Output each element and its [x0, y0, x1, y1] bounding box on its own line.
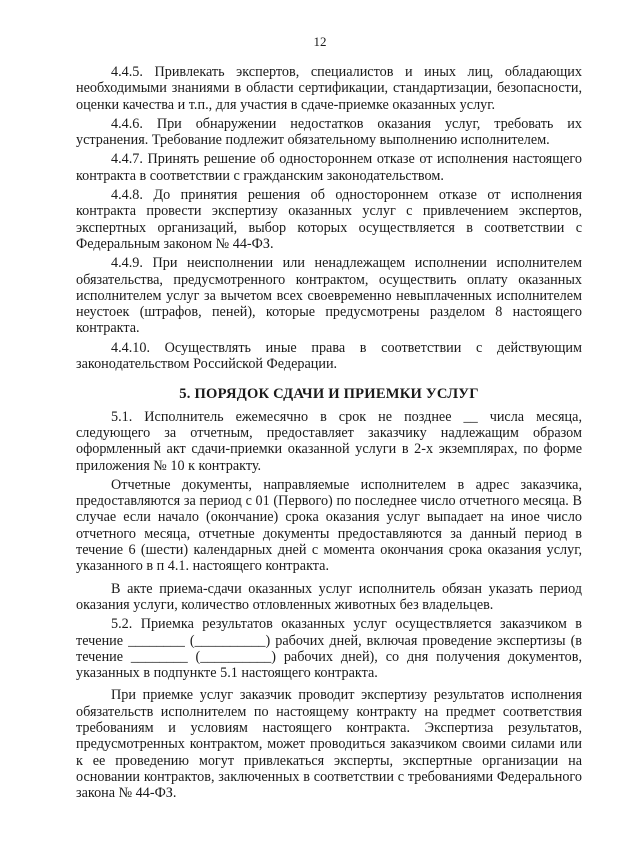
- clause-4-4-9: 4.4.9. При неисполнении или ненадлежащем исполнении исполнителем обязательства, предусмотренного контрактом, осуществить оплату оказанных исполнителем услуг за вычетом всех своевременно невыплаченных исполнителем неустоек (штрафов, пеней), которые предусмотрены разделом 8 настоящего контракта.: [76, 255, 582, 337]
- clause-4-4-5: 4.4.5. Привлекать экспертов, специалистов и иных лиц, обладающих необходимыми знаниями в области сертификации, стандартизации, безопасности, оценки качества и т.п., для участия в сдаче-приемке оказанных услуг.: [76, 64, 582, 113]
- clause-4-4-10: 4.4.10. Осуществлять иные права в соответствии с действующим законодательством Российской Федерации.: [76, 339, 582, 373]
- page-number: 12: [313, 34, 327, 49]
- acceptance-act-paragraph: В акте приема-сдачи оказанных услуг исполнитель обязан указать период оказания услуги, количество отловленных животных без владельцев.: [76, 580, 582, 613]
- clause-4-4-6: 4.4.6. При обнаружении недостатков оказания услуг, требовать их устранения. Требование подлежит обязательному выполнению исполнителем.: [76, 115, 582, 149]
- clause-4-4-8: 4.4.8. До принятия решения об одностороннем отказе от исполнения контракта провести экспертизу оказанных услуг с привлечением экспертов, экспертных организаций, выбор которых осуществляется в соответствии с Федеральным законом № 44-ФЗ.: [76, 187, 582, 252]
- section-5-heading: 5. ПОРЯДОК СДАЧИ И ПРИЕМКИ УСЛУГ: [179, 386, 479, 403]
- expertise-paragraph: При приемке услуг заказчик проводит экспертизу результатов исполнения обязательств исполнителем по настоящему контракту на предмет соответствия требованиям и условиям настоящего контракта. Экспертиза результатов, предусмотренных контрактом, может проводиться заказчиком своими силами или к ее проведению могут привлекаться эксперты, экспертные организации на основании контрактов, заключенных в соответствии с требованиями Федерального закона № 44-ФЗ.: [76, 687, 582, 802]
- clause-4-4-7: 4.4.7. Принять решение об одностороннем отказе от исполнения настоящего контракта в соответствии с гражданским законодательством.: [76, 151, 582, 184]
- clause-5-2: 5.2. Приемка результатов оказанных услуг осуществляется заказчиком в течение ________ (__________) рабочих дней, включая проведение экспертизы (в течение ________ (__________) рабочих дней), со дня получения документов, указанных в подпункте 5.1 настоящего контракта.: [76, 616, 582, 682]
- document-body: [76, 64, 582, 804]
- clause-5-1: 5.1. Исполнитель ежемесячно в срок не позднее __ числа месяца, следующего за отчетным, предоставляет заказчику надлежащим образом оформленный акт сдачи-приемки оказанной услуги в 2-х экземплярах, по форме приложения № 10 к контракту.: [76, 408, 582, 474]
- reporting-documents-paragraph: Отчетные документы, направляемые исполнителем в адрес заказчика, предоставляются за период с 01 (Первого) по последнее число отчетного месяца. В случае если начало (окончание) срока оказания услуг выпадает на иное число отчетного месяца, отчетные документы предоставляются за данный период в течение 6 (шести) календарных дней с момента окончания срока оказания услуг, указанного в п 4.1. настоящего контракта.: [76, 476, 582, 575]
